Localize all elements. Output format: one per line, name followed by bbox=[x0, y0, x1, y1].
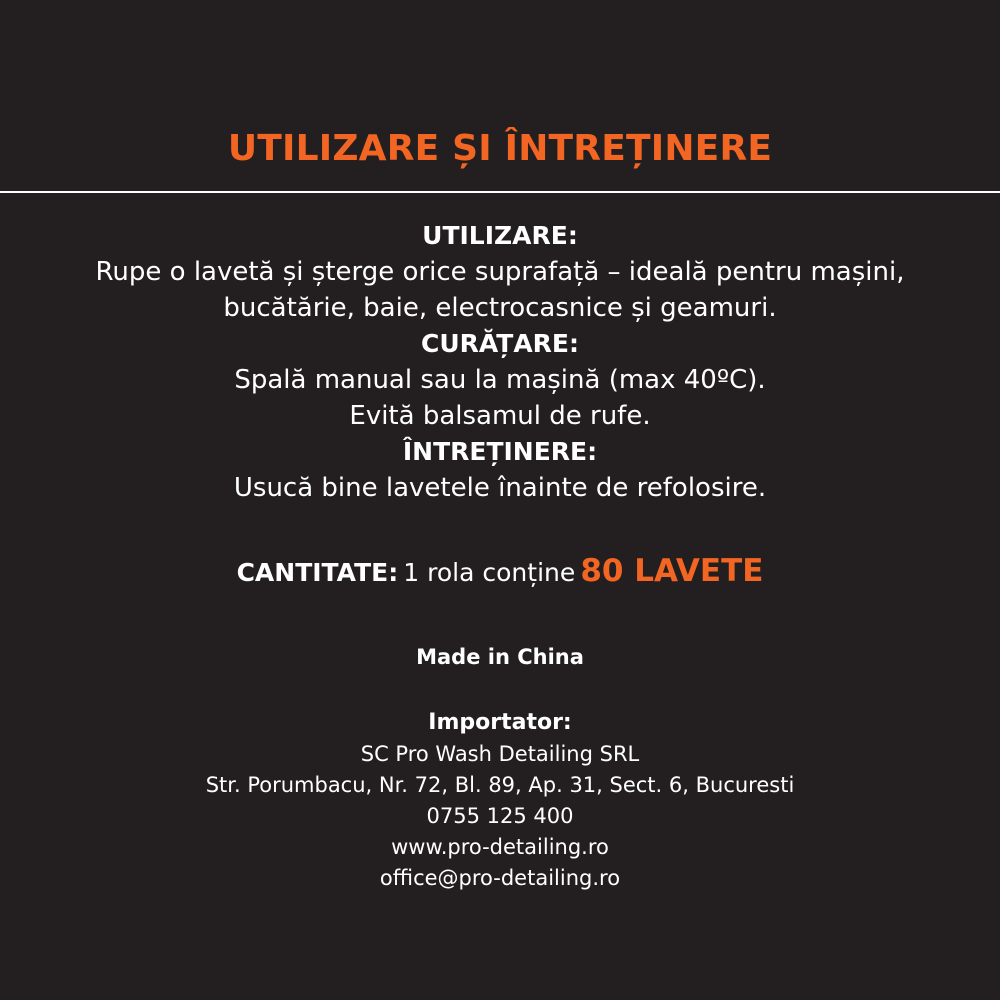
importer-address: Str. Porumbacu, Nr. 72, Bl. 89, Ap. 31, Sect. 6, Bucuresti bbox=[205, 773, 795, 797]
cleaning-line-2: Evită balsamul de rufe. bbox=[349, 401, 651, 431]
quantity-value: 80 LAVETE bbox=[580, 553, 764, 589]
instructions-block bbox=[0, 218, 1000, 506]
usage-line-1: Rupe o lavetă și șterge orice suprafață – ideală pentru mașini, bbox=[95, 257, 905, 287]
importer-heading: Importator: bbox=[428, 710, 572, 735]
importer-email: office@pro-detailing.ro bbox=[379, 866, 621, 890]
usage-heading: UTILIZARE: bbox=[422, 221, 578, 250]
title-divider bbox=[0, 191, 1000, 193]
cleaning-line-1: Spală manual sau la mașină (max 40ºC). bbox=[234, 365, 766, 395]
maintenance-heading: ÎNTREȚINERE: bbox=[402, 437, 598, 466]
page-title: UTILIZARE ȘI ÎNTREȚINERE bbox=[227, 128, 773, 169]
importer-phone: 0755 125 400 bbox=[426, 804, 574, 828]
maintenance-line-1: Usucă bine lavetele înainte de refolosire. bbox=[233, 473, 767, 503]
cleaning-heading: CURĂȚARE: bbox=[420, 329, 580, 358]
importer-block bbox=[0, 706, 1000, 894]
importer-website: www.pro-detailing.ro bbox=[391, 835, 609, 859]
quantity-line bbox=[0, 553, 1000, 589]
importer-company: SC Pro Wash Detailing SRL bbox=[360, 742, 640, 766]
quantity-text: 1 rola conține bbox=[403, 558, 576, 587]
usage-line-2: bucătărie, baie, electrocasnice și geamuri. bbox=[223, 293, 777, 323]
origin-text: Made in China bbox=[416, 645, 584, 669]
quantity-label: CANTITATE: bbox=[236, 558, 399, 587]
